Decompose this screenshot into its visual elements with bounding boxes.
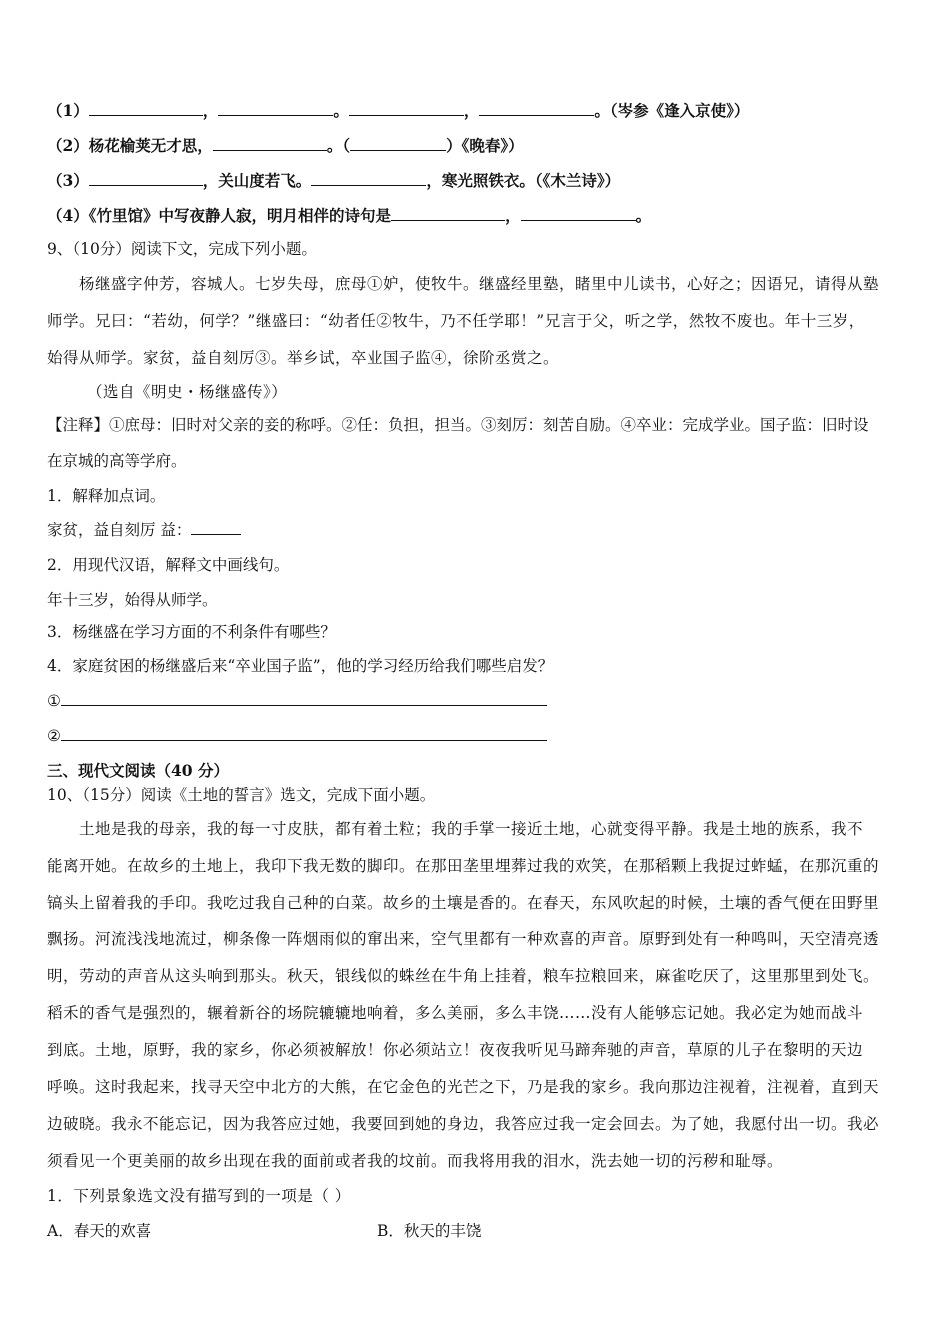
q10-passage-line: 呼唤。这时我起来，找寻天空中北方的大熊，在它金色的光芒之下，乃是我的家乡。我向那边注视着，注视着，直到天: [47, 1078, 880, 1096]
answer-blank[interactable]: [61, 726, 547, 741]
q9-answer-line-1: ①: [47, 691, 547, 711]
q9-sub2-item: 年十三岁，始得从师学。: [47, 591, 218, 609]
q1-number: （1）: [47, 101, 89, 120]
q9-notes-line: 【注释】①庶母：旧时对父亲的妾的称呼。②任：负担，担当。③刻厉：刻苦自励。④卒业：完成学业。国子监：旧时设: [47, 416, 869, 434]
answer-blank[interactable]: [61, 691, 547, 706]
q10-passage-line: 明，劳动的声音从这头响到那头。秋天，银线似的蛛丝在牛角上挂着，粮车拉粮回来，麻雀吃厌了，这里那里到处飞。: [47, 967, 880, 985]
q9-passage-line: 始得从师学。家贫，益自刻厉③。举乡试，卒业国子监④，徐阶丞赏之。: [47, 349, 560, 367]
fill-in-q4: （4）《竹里馆》中写夜静人寂，明月相伴的诗句是 ， 。: [47, 206, 652, 225]
q10-title: 10、（15分）阅读《土地的誓言》选文，完成下面小题。: [47, 786, 436, 804]
q10-sub1: 1．下列景象选文没有描写到的一项是（ ）: [47, 1187, 351, 1205]
q10-passage-line: 土地是我的母亲，我的每一寸皮肤，都有着土粒；我的手掌一接近土地，心就变得平静。我是土地的族系，我不: [79, 820, 864, 838]
section3-heading: 三、现代文阅读（40 分）: [47, 761, 229, 780]
fill-in-q2: （2）杨花榆荚无才思， 。（ ）《晚春》）: [47, 136, 524, 155]
blank[interactable]: [218, 101, 333, 116]
blank[interactable]: [349, 101, 464, 116]
blank[interactable]: [479, 101, 594, 116]
q10-passage-line: 稻禾的香气是强烈的，辗着新谷的场院辘辘地响着，多么美丽，多么丰饶……没有人能够忘记她。我必定为她而战斗: [47, 1004, 864, 1022]
blank[interactable]: [89, 171, 203, 186]
answer-blank[interactable]: [191, 520, 241, 535]
q10-passage-line: 到底。土地，原野，我的家乡，你必须被解放！你必须站立！夜夜我听见马蹄奔驰的声音，草原的儿子在黎明的天边: [47, 1041, 864, 1059]
blank[interactable]: [213, 136, 327, 151]
q9-passage-line: 杨继盛字仲芳，容城人。七岁失母，庶母①妒，使牧牛。继盛经里塾，睹里中儿读书，心好之；因语兄，请得从塾: [79, 275, 880, 293]
q1-source: （岑参《逢入京使》）: [609, 101, 750, 120]
q10-passage-line: 镐头上留着我的手印。我吃过我自己种的白菜。故乡的土壤是香的。在春天，东风吹起的时候，土壤的香气便在田野里: [47, 894, 880, 912]
q9-sub1-item: 家贫，益自刻厉 益：: [47, 520, 241, 540]
q9-title: 9、（10分）阅读下文，完成下列小题。: [47, 240, 317, 258]
option-a[interactable]: A．春天的欢喜: [47, 1222, 152, 1240]
blank[interactable]: [89, 101, 203, 116]
q9-sub4: 4．家庭贫困的杨继盛后来“卒业国子监”，他的学习经历给我们哪些启发？: [47, 657, 554, 675]
q9-sub3: 3．杨继盛在学习方面的不利条件有哪些？: [47, 623, 336, 641]
q10-passage-line: 须看见一个更美丽的故乡出现在我的面前或者我的坟前。而我将用我的泪水，洗去她一切的污秽和耻辱。: [47, 1152, 784, 1170]
q9-source: （选自《明史・杨继盛传》）: [87, 383, 288, 401]
q9-answer-line-2: ②: [47, 726, 547, 746]
fill-in-q1: （1） ， 。 ， 。（岑参《逢入京使》）: [47, 101, 750, 120]
q10-passage-line: 能离开她。在故乡的土地上，我印下我无数的脚印。在那田垄里埋葬过我的欢笑，在那稻颗上我捉过蚱蜢，在那沉重的: [47, 857, 880, 875]
option-b[interactable]: B．秋天的丰饶: [377, 1222, 482, 1240]
q10-passage-line: 飘扬。河流浅浅地流过，柳条像一阵烟雨似的窜出来，空气里都有一种欢喜的声音。原野到处有一种鸣叫，天空清亮透: [47, 930, 880, 948]
blank[interactable]: [311, 171, 426, 186]
blank[interactable]: [391, 206, 505, 221]
q10-passage-line: 边破晓。我永不能忘记，因为我答应过她，我要回到她的身边，我答应过我一定会回去。为了她，我愿付出一切。我必: [47, 1115, 880, 1133]
q9-notes-line: 在京城的高等学府。: [47, 452, 187, 470]
q9-passage-line: 师学。兄曰：“若幼，何学？”继盛曰：“幼者任②牧牛，乃不任学耶！”兄言于父，听之学，然牧不废也。年十三岁，: [47, 312, 865, 330]
fill-in-q3: （3） ，关山度若飞。 ，寒光照铁衣。（《木兰诗》）: [47, 171, 621, 190]
q9-sub2: 2．用现代汉语，解释文中画线句。: [47, 556, 290, 574]
q9-sub1: 1．解释加点词。: [47, 487, 166, 505]
blank[interactable]: [350, 136, 446, 151]
blank[interactable]: [521, 206, 636, 221]
